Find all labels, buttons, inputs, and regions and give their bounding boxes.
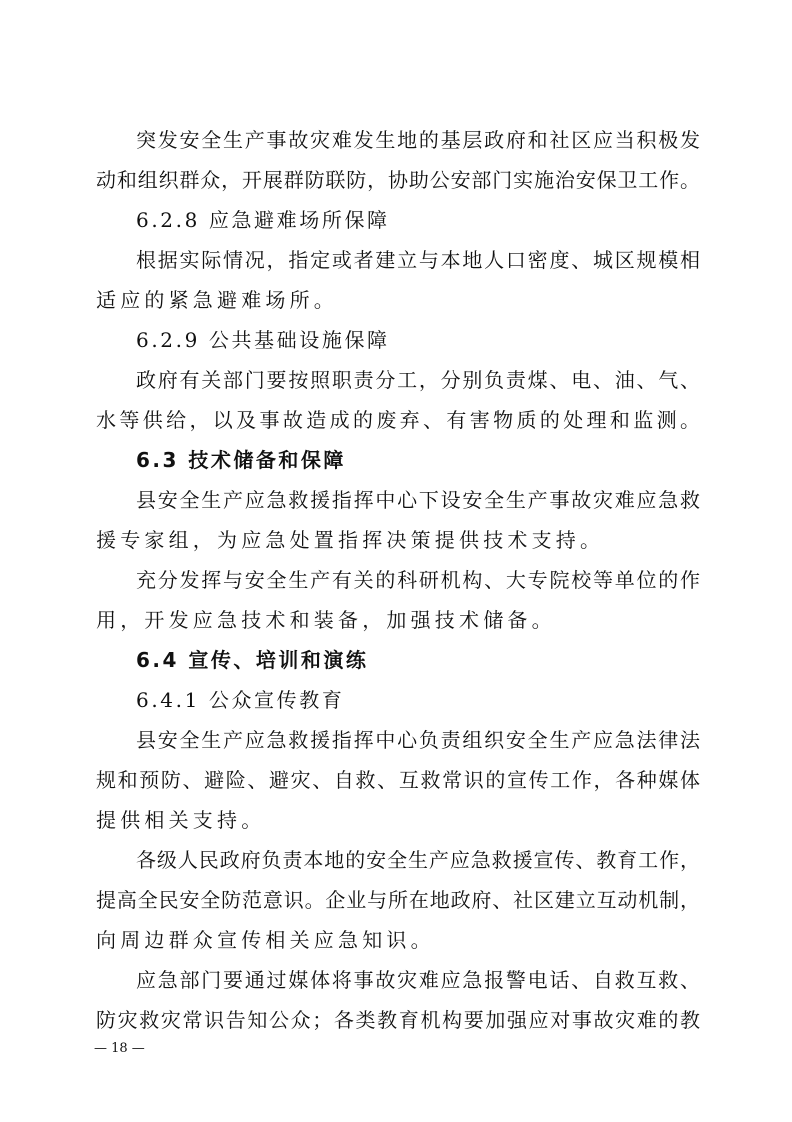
paragraph-line: 提高全民安全防范意识。企业与所在地政府、社区建立互动机制， (96, 888, 700, 912)
paragraph-line: 各级人民政府负责本地的安全生产应急救援宣传、教育工作， (136, 848, 700, 872)
section-title-6-3: 6.3 技术储备和保障 (136, 448, 346, 472)
section-title-6-4: 6.4 宣传、培训和演练 (136, 648, 369, 672)
paragraph-line: 县安全生产应急救援指挥中心下设安全生产事故灾难应急救 (136, 488, 700, 512)
paragraph-line: 提供相关支持。 (96, 808, 266, 832)
section-title-6-4-1: 6.4.1 公众宣传教育 (136, 688, 345, 712)
paragraph-line: 规和预防、避险、避灾、自救、互救常识的宣传工作，各种媒体 (96, 768, 700, 792)
paragraph-line: 动和组织群众，开展群防联防，协助公安部门实施治安保卫工作。 (96, 168, 700, 192)
section-title-6-2-9: 6.2.9 公共基础设施保障 (136, 328, 390, 352)
paragraph-line: 向周边群众宣传相关应急知识。 (96, 928, 435, 952)
paragraph-line: 县安全生产应急救援指挥中心负责组织安全生产应急法律法 (136, 728, 700, 752)
page-number: — 18 — (94, 1041, 145, 1056)
section-title-6-2-8: 6.2.8 应急避难场所保障 (136, 208, 390, 232)
paragraph-line: 用，开发应急技术和装备，加强技术储备。 (96, 608, 556, 632)
paragraph-line: 应急部门要通过媒体将事故灾难应急报警电话、自救互救、 (136, 968, 700, 992)
paragraph-line: 适应的紧急避难场所。 (96, 288, 338, 312)
paragraph-line: 援专家组，为应急处置指挥决策提供技术支持。 (96, 528, 605, 552)
paragraph-line: 水等供给，以及事故造成的废弃、有害物质的处理和监测。 (96, 408, 700, 432)
paragraph-line: 充分发挥与安全生产有关的科研机构、大专院校等单位的作 (136, 568, 700, 592)
paragraph-line: 防灾救灾常识告知公众；各类教育机构要加强应对事故灾难的教 (96, 1008, 700, 1032)
paragraph-line: 根据实际情况，指定或者建立与本地人口密度、城区规模相 (136, 248, 700, 272)
paragraph-line: 突发安全生产事故灾难发生地的基层政府和社区应当积极发 (136, 128, 700, 152)
paragraph-line: 政府有关部门要按照职责分工，分别负责煤、电、油、气、 (136, 368, 700, 392)
